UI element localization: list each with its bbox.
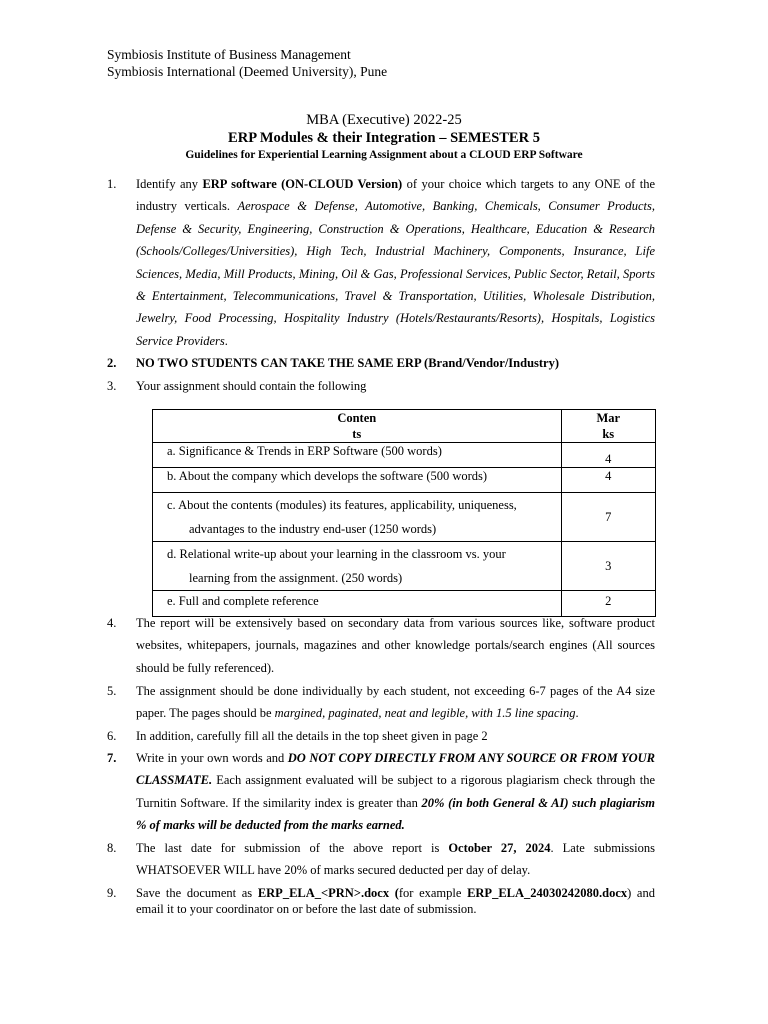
item-number: 3. (107, 379, 117, 393)
item-number: 6. (107, 729, 117, 743)
row-content: e. Full and complete reference (167, 594, 319, 608)
institute-name: Symbiosis Institute of Business Management (107, 47, 351, 62)
item-number: 5. (107, 684, 117, 698)
item-number: 9. (107, 886, 117, 900)
item-number: 4. (107, 616, 117, 630)
item-text: The last date for submission of the above report is October 27, 2024. Late submissions WHATSOEVER WILL have 20% of marks secured deducted per day of delay. (136, 841, 655, 878)
row-content-continued: learning from the assignment. (250 words) (189, 571, 403, 585)
university-name: Symbiosis International (Deemed University), Pune (107, 64, 388, 79)
table-row (153, 542, 656, 591)
list-item (107, 725, 655, 747)
table-row (153, 493, 656, 542)
list-item (107, 837, 655, 882)
list-item (107, 747, 655, 837)
contents-header: Conten ts (153, 410, 562, 443)
row-content: c. About the contents (modules) its features, applicability, uniqueness, (167, 498, 517, 512)
institution-header (107, 46, 387, 80)
marks-table (152, 409, 656, 617)
table-row (153, 443, 656, 468)
table-row (153, 468, 656, 493)
course-title: ERP Modules & their Integration – SEMESTER 5 (228, 130, 540, 146)
row-content-continued: advantages to the industry end-user (1250 words) (189, 522, 437, 536)
list-item (107, 885, 655, 917)
item-text: The assignment should be done individually by each student, not exceeding 6-7 pages of the A4 size paper. The pages should be margined, paginated, neat and legible, with 1.5 line spacing. (136, 684, 655, 721)
row-marks: 7 (605, 509, 612, 524)
table-header-row (153, 410, 656, 443)
row-marks: 2 (605, 594, 612, 608)
item-number: 2. (107, 356, 117, 370)
item-text: In addition, carefully fill all the details in the top sheet given in page 2 (136, 729, 488, 743)
list-item (107, 352, 655, 374)
program-title: MBA (Executive) 2022-25 (306, 112, 462, 128)
row-content: a. Significance & Trends in ERP Software (500 words) (167, 444, 442, 458)
list-item (107, 612, 655, 679)
item-number: 1. (107, 177, 117, 191)
row-content: d. Relational write-up about your learning in the classroom vs. your (167, 547, 506, 561)
list-item (107, 680, 655, 725)
item-text: The report will be extensively based on secondary data from various sources like, software product websites, whitepapers, journals, magazines and other knowledge portals/search engines (All sources should be fully referenced). (136, 616, 655, 675)
item-text: Save the document as ERP_ELA_<PRN>.docx (for example ERP_ELA_24030242080.docx) and email it to your coordinator on or before the last date of submission. (136, 886, 655, 916)
row-marks: 3 (605, 558, 612, 573)
list-item (107, 173, 655, 352)
item-number: 7. (107, 751, 117, 765)
row-marks: 4 (605, 452, 612, 466)
item-text: Identify any ERP software (ON-CLOUD Version) of your choice which targets to any ONE of the industry verticals. Aerospace & Defense, Automotive, Banking, Chemicals, Consumer Products, Defense & Security, Engineering, Construction & Operations, Healthcare, Education & Research (Schools/Colleges/Universities), High Tech, Industrial Machinery, Components, Insurance, Life Sciences, Media, Mill Products, Mining, Oil & Gas, Professional Services, Public Sector, Retail, Sports & Entertainment, Telecommunications, Travel & Transportation, Utilities, Wholesale Distribution, Jewelry, Food Processing, Hospitality Industry (Hotels/Restaurants/Resorts), Hospitals, Logistics Service Providers. (136, 177, 655, 348)
item-text: Your assignment should contain the following (136, 379, 367, 393)
item-text: NO TWO STUDENTS CAN TAKE THE SAME ERP (Brand/Vendor/Industry) (136, 356, 560, 370)
row-marks: 4 (605, 469, 612, 483)
row-content: b. About the company which develops the software (500 words) (167, 469, 488, 483)
list-item (107, 375, 655, 397)
title-block (0, 111, 768, 163)
item-text: Write in your own words and DO NOT COPY DIRECTLY FROM ANY SOURCE OR FROM YOUR CLASSMATE. Each assignment evaluated will be subject to a rigorous plagiarism check through the Turnitin Software. If the similarity index is greater than 20% (in both General & AI) such plagiarism % of marks will be deducted from the marks earned. (136, 751, 656, 833)
item-number: 8. (107, 841, 117, 855)
guidelines-title: Guidelines for Experiential Learning Assignment about a CLOUD ERP Software (185, 149, 583, 161)
marks-header: Mar ks (561, 410, 655, 443)
